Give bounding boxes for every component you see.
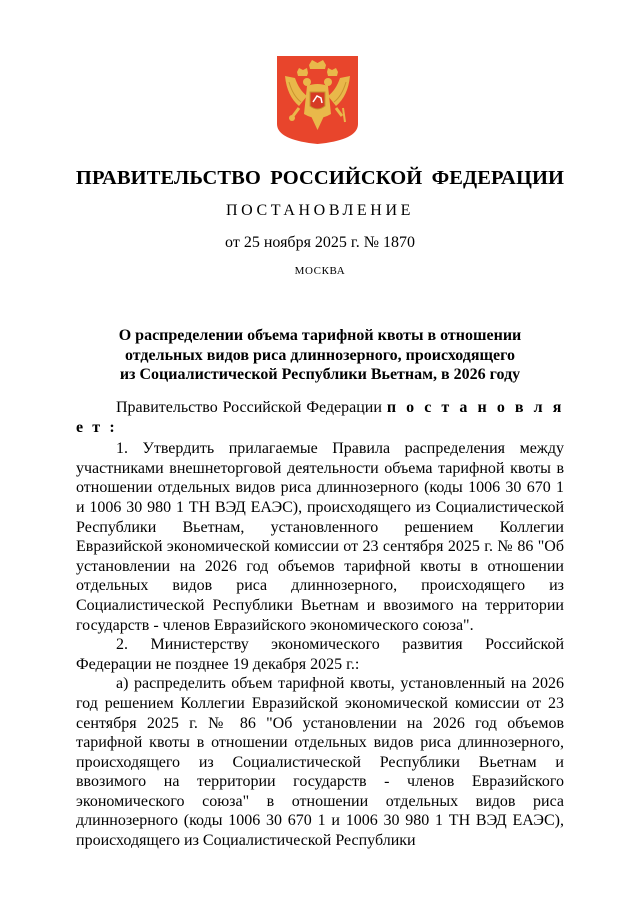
document-body [76,398,564,851]
document-type: ПОСТАНОВЛЕНИЕ [226,202,414,219]
decree-word: п о с т а н о в л я е т : [76,399,564,436]
paragraph-2a: а) распределить объем тарифной квоты, установленный на 2026 год решением Коллегии Евразийской экономической комиссии от 23 сентября 2025 г. № 86 "Об установлении на 2026 год объемов тарифной квоты в отношении отдельных видов риса длиннозерного, происходящего из Социалистической Республики Вьетнам и ввозимого на территории государств - членов Евразийского экономического союза" в отношении отдельных видов риса длиннозерного (коды 1006 30 670 1 и 1006 30 980 1 ТН ВЭД ЕАЭС), происходящего из Социалистической Республики [76,675,564,850]
subject-line: отдельных видов риса длиннозерного, происходящего [124,346,515,364]
coat-of-arms-icon [277,56,358,144]
paragraph-1: 1. Утвердить прилагаемые Правила распределения между участниками внешнеторговой деятельности объема тарифной квоты в отношении отдельных видов риса длиннозерного (коды 1006 30 670 1 и 1006 30 980 1 ТН ВЭД ЕАЭС), происходящего из Социалистической Республики Вьетнам, установленного решением Коллегии Евразийской экономической комиссии от 23 сентября 2025 г. № 86 "Об установлении на 2026 год объемов тарифной квоты в отношении отдельных видов риса длиннозерного, происходящего из Социалистической Республики Вьетнам и ввозимого на территории государств - членов Евразийского экономического союза". [76,440,564,634]
document-subject [0,326,640,385]
preamble-paragraph [76,398,564,437]
subject-line: О распределении объема тарифной квоты в отношении [118,327,522,344]
paragraph-2: 2. Министерству экономического развития Российской Федерации не позднее 19 декабря 2025 г.: [76,636,564,673]
government-title: ПРАВИТЕЛЬСТВО РОССИЙСКОЙ ФЕДЕРАЦИИ [75,167,565,189]
preamble-text: Правительство Российской Федерации [116,399,382,416]
subject-line: из Социалистической Республики Вьетнам, в 2026 году [119,366,521,383]
document-city: МОСКВА [294,265,346,277]
document-date-number: от 25 ноября 2025 г. № 1870 [225,234,415,251]
